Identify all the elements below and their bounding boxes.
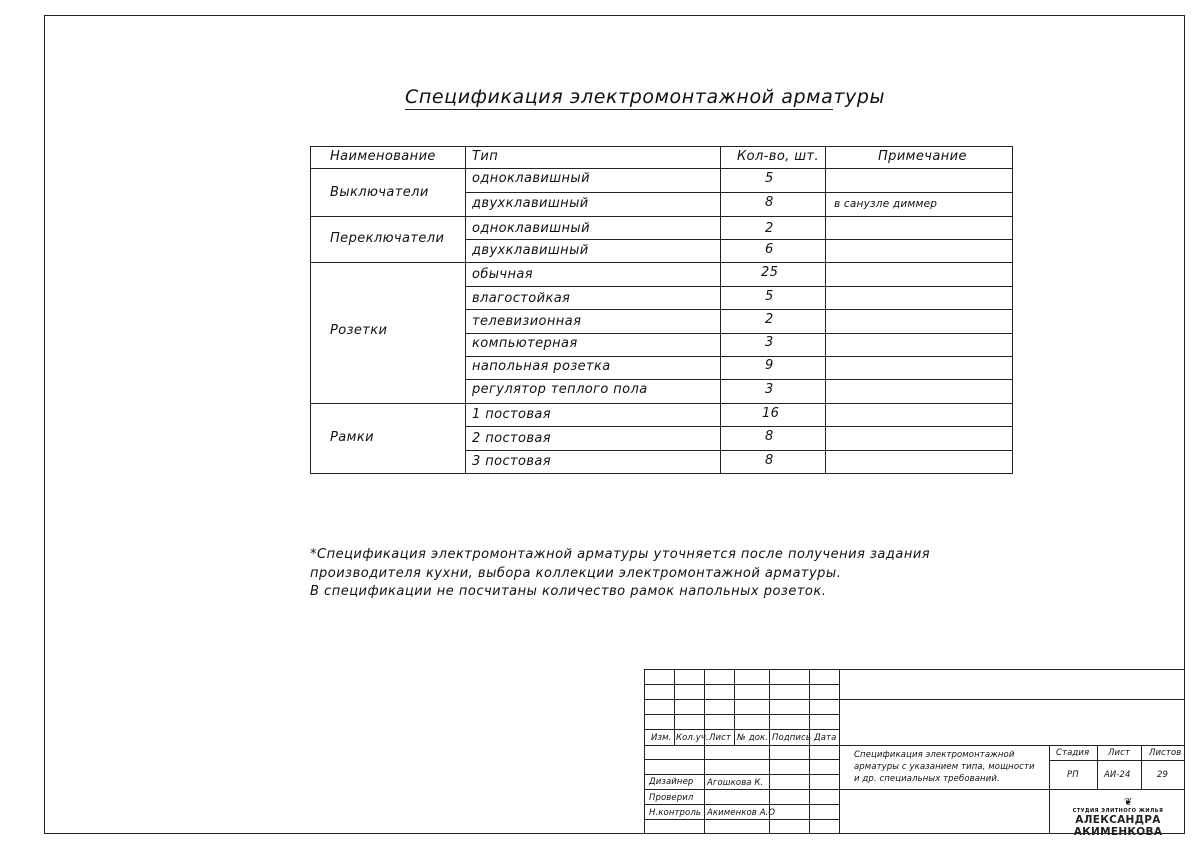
row-qty: 25: [761, 265, 779, 280]
row-type: 2 постовая: [472, 431, 551, 446]
group-name: Розетки: [330, 323, 388, 338]
stamp-line: [644, 774, 839, 775]
stamp-line: [1049, 760, 1185, 761]
stamp-col-label: Изм.: [651, 733, 672, 743]
header-note: Примечание: [878, 149, 967, 164]
header-type: Тип: [472, 149, 499, 164]
stamp-line: [644, 819, 839, 820]
logo-subtitle: СТУДИЯ ЭЛИТНОГО ЖИЛЬЯ: [1072, 808, 1164, 814]
stamp-line: [644, 669, 1185, 670]
row-qty: 5: [765, 289, 774, 304]
row-qty: 6: [765, 242, 774, 257]
row-type: влагостойкая: [472, 291, 571, 306]
stamp-role: Проверил: [649, 793, 694, 803]
row-note: в санузле диммер: [834, 198, 938, 210]
logo-emblem-icon: ❦: [1124, 797, 1133, 808]
group-name: Рамки: [330, 430, 374, 445]
stamp-line: [734, 669, 735, 745]
row-type: одноклавишный: [472, 221, 590, 236]
table-line: [825, 146, 826, 474]
row-type: напольная розетка: [472, 359, 611, 374]
footnote-line: производителя кухни, выбора коллекции электромонтажной арматуры.: [310, 566, 842, 581]
row-type: телевизионная: [472, 314, 582, 329]
sheet-label: Лист: [1108, 748, 1130, 758]
stamp-person: Агошкова К.: [707, 778, 764, 788]
footnote-line: *Спецификация электромонтажной арматуры уточняется после получения задания: [310, 547, 931, 562]
row-type: 1 постовая: [472, 407, 551, 422]
row-qty: 8: [765, 195, 774, 210]
row-qty: 5: [765, 171, 774, 186]
stamp-line: [644, 759, 839, 760]
stamp-col-label: Дата: [814, 733, 837, 743]
stamp-line: [644, 729, 839, 730]
row-qty: 2: [765, 312, 774, 327]
group-name: Переключатели: [330, 231, 445, 246]
stamp-description: арматуры с указанием типа, мощности: [854, 762, 1035, 772]
stamp-col-label: № док.: [737, 733, 769, 743]
table-line: [465, 379, 1013, 380]
table-line: [465, 146, 466, 474]
stage-value: РП: [1067, 770, 1079, 780]
row-qty: 3: [765, 335, 774, 350]
stamp-line: [809, 669, 810, 834]
table-line: [310, 146, 311, 474]
table-line: [720, 146, 721, 474]
stamp-description: Спецификация электромонтажной: [854, 750, 1015, 760]
stamp-line: [644, 745, 1185, 746]
table-line: [465, 426, 1013, 427]
stamp-line: [644, 684, 839, 685]
stamp-col-label: Кол.уч.: [676, 733, 709, 743]
stamp-line: [644, 804, 839, 805]
studio-logo: [1052, 796, 1184, 838]
stage-label: Стадия: [1056, 748, 1090, 758]
stamp-line: [1097, 745, 1098, 789]
table-line: [465, 450, 1013, 451]
stamp-line: [644, 789, 1185, 790]
table-line: [465, 309, 1013, 310]
table-line: [1012, 146, 1013, 474]
row-qty: 8: [765, 429, 774, 444]
row-type: двухклавишный: [472, 196, 589, 211]
row-type: одноклавишный: [472, 171, 590, 186]
table-line: [465, 286, 1013, 287]
stamp-line: [704, 669, 705, 834]
table-line: [310, 168, 1013, 169]
stamp-description: и др. специальных требований.: [854, 774, 1000, 784]
table-line: [310, 403, 1013, 404]
table-line: [310, 146, 1013, 147]
stamp-line: [839, 669, 840, 834]
stamp-line: [644, 714, 839, 715]
group-name: Выключатели: [330, 185, 429, 200]
stamp-col-label: Лист: [709, 733, 731, 743]
stamp-col-label: Подпись: [772, 733, 811, 743]
row-qty: 16: [762, 406, 780, 421]
sheet-value: АИ-24: [1104, 770, 1131, 780]
row-qty: 3: [765, 382, 774, 397]
title-underline: [405, 109, 833, 110]
row-type: обычная: [472, 267, 534, 282]
stamp-line: [1141, 745, 1142, 789]
row-qty: 2: [765, 221, 774, 236]
table-line: [465, 192, 1013, 193]
header-qty: Кол-во, шт.: [737, 149, 820, 164]
stamp-line: [644, 699, 1185, 700]
header-name: Наименование: [330, 149, 436, 164]
logo-name: АЛЕКСАНДРА АКИМЕНКОВА: [1073, 814, 1163, 838]
table-line: [465, 333, 1013, 334]
row-qty: 9: [765, 358, 774, 373]
page-title: Спецификация электромонтажной арматуры: [405, 86, 886, 108]
sheets-value: 29: [1157, 770, 1169, 780]
table-line: [465, 356, 1013, 357]
drawing-frame: [44, 15, 1185, 834]
row-type: компьютерная: [472, 336, 578, 351]
row-type: регулятор теплого пола: [472, 382, 648, 397]
stamp-line: [674, 669, 675, 745]
row-type: 3 постовая: [472, 454, 551, 469]
table-line: [310, 473, 1013, 474]
sheets-label: Листов: [1149, 748, 1182, 758]
footnote-line: В спецификации не посчитаны количество рамок напольных розеток.: [310, 584, 827, 599]
stamp-role: Н.контроль: [649, 808, 701, 818]
table-line: [310, 216, 1013, 217]
stamp-line: [644, 669, 645, 834]
row-type: двухклавишный: [472, 243, 589, 258]
stamp-person: Акименков А.О: [707, 808, 776, 818]
table-line: [310, 262, 1013, 263]
row-qty: 8: [765, 453, 774, 468]
table-line: [465, 239, 1013, 240]
stamp-role: Дизайнер: [649, 777, 694, 787]
